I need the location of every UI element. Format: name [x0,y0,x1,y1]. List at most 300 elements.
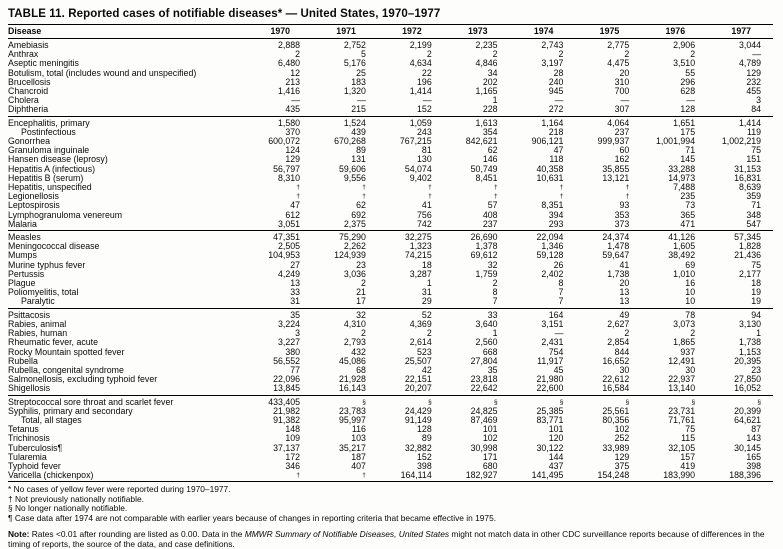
table-row [8,366,773,375]
note-text [8,529,771,549]
disease-name-cell: Hepatitis, unspecified [8,183,92,193]
disease-name-cell: Rubella [8,356,38,366]
note-before-italic: Rates <0.01 after rounding are listed as 0.00. Data in the [29,528,245,539]
value-cell: 75 [685,425,696,435]
value-cell: 21,982 [273,406,301,416]
value-cell: 408 [482,210,498,220]
note-italic-citation: MMWR Summary of Notifiable Diseases, United States [244,528,450,539]
value-cell: 23 [356,260,366,270]
value-cell: 1,346 [541,242,564,252]
value-cell: 172 [285,452,301,462]
value-cell: 30,145 [734,443,761,453]
footnote-symbol-cell: † [493,184,498,192]
value-cell: 42 [421,365,432,375]
value-cell: 1 [492,329,498,339]
value-cell: 22,094 [536,232,564,243]
value-cell: 999,937 [597,137,630,147]
value-cell: 25,507 [404,356,432,366]
footnote-symbol-cell: § [559,398,564,406]
value-cell: 4,475 [607,59,630,69]
value-cell: 692 [351,210,366,220]
value-cell: 8 [558,279,564,289]
footnote-symbol-cell: § [428,398,432,406]
table-row [8,471,773,482]
value-cell: 89 [421,434,432,444]
value-cell: 398 [746,461,761,471]
value-cell: 13 [619,288,630,298]
value-cell: 1,001,994 [655,137,696,147]
value-cell: 128 [417,425,432,435]
disease-name-cell: Salmonellosis, excluding typhoid fever [8,375,158,385]
value-cell: 1,414 [738,117,761,128]
footnote-line: † Not previously nationally notifiable. [8,493,144,504]
value-cell: 22,151 [404,375,432,385]
value-cell: 19 [751,288,761,298]
value-cell: 365 [680,210,696,220]
value-cell: 2,262 [343,242,366,252]
footnote-symbol-cell: † [296,472,301,480]
value-cell: 9,556 [343,173,366,183]
value-cell: 19 [751,297,761,307]
value-cell: 11,917 [537,356,564,366]
table-row [8,453,773,462]
value-cell: 20,395 [734,356,761,366]
value-cell: 75 [751,260,761,270]
value-cell: 154,248 [597,471,630,481]
value-cell: 129 [285,155,301,165]
value-cell: 74,215 [404,251,432,261]
value-cell: 471 [680,219,696,229]
value-cell: 56,552 [273,356,301,366]
value-cell: 7,488 [673,183,696,193]
value-cell: 59,128 [536,251,564,261]
value-cell: 2,775 [607,40,630,50]
value-cell: 25,385 [536,406,564,416]
table-row [8,384,773,395]
value-cell: 4,634 [409,59,432,69]
value-cell: 55 [685,68,696,78]
value-cell: 21 [356,288,366,298]
table-row [8,462,773,471]
disease-name-cell: Brucellosis [8,77,51,87]
value-cell: 182,927 [465,471,498,481]
value-cell: 668 [482,347,498,357]
value-cell: 89 [356,146,366,156]
value-cell: 346 [285,461,301,471]
disease-name-cell: Measles [8,232,41,243]
footnote-symbol-cell: † [625,193,630,201]
value-cell: 31,153 [734,164,761,174]
value-cell: 10,631 [536,173,564,183]
table-row [8,87,773,96]
value-cell: 40,358 [536,164,564,174]
value-cell: 2 [690,50,696,60]
value-cell: 116 [351,425,366,435]
value-cell: 151 [746,155,761,165]
value-cell: 165 [746,452,761,462]
value-cell: 756 [417,210,432,220]
value-cell: 119 [746,127,761,137]
note-label: Note: [8,528,30,539]
table-row [8,78,773,87]
column-header-year: 1977 [731,26,751,36]
footnote-symbol-cell: § [362,398,366,406]
value-cell: 906,121 [531,137,564,147]
table-row [8,434,773,443]
value-cell: 373 [614,219,630,229]
value-cell: 62 [356,201,366,211]
value-cell: 7 [558,288,564,298]
footnote-symbol-cell: † [559,193,564,201]
footnote-symbol-cell: † [362,184,366,192]
disease-name-cell: Paralytic [21,297,55,307]
value-cell: 2,743 [541,40,564,50]
value-cell: 93 [619,201,630,211]
value-cell: 2,614 [409,338,432,348]
table-row [8,231,773,243]
value-cell: 64,621 [734,415,761,425]
value-cell: 5,176 [343,59,366,69]
disease-name-cell: Mumps [8,251,37,261]
value-cell: 1,059 [409,117,432,128]
value-cell: 60 [619,146,630,156]
value-cell: 2 [624,50,630,60]
value-cell: 75 [751,146,761,156]
value-cell: 17 [356,297,366,307]
value-cell: 41,126 [668,232,696,243]
value-cell: 359 [746,192,761,202]
value-cell: 187 [351,452,366,462]
value-cell: 91,382 [273,415,301,425]
table-row [8,320,773,329]
value-cell: 104,953 [268,251,301,261]
value-cell: 2 [360,279,366,289]
value-cell: 2,177 [738,269,761,279]
note-after-italic: might not match data in other CDC surveillance reports because of differences in the timing of reports, the source of the data, and case definitions. [8,528,765,549]
table-row [8,251,773,260]
footnote-line: * No cases of yellow fever were reported during 1970–1977. [8,484,231,495]
value-cell: 252 [614,434,630,444]
value-cell: 439 [351,127,366,137]
value-cell: 2 [360,329,366,339]
table-row [8,59,773,68]
value-cell: 25,561 [602,406,630,416]
disease-name-cell: Syphilis, primary and secondary [8,406,133,416]
value-cell: 16,052 [734,384,761,394]
table-row [8,137,773,146]
disease-name-cell: Botulism, total (includes wound and unspecified) [8,68,197,78]
value-cell: 2 [558,50,564,60]
disease-name-cell: Murine typhus fever [8,260,86,270]
value-cell: 34 [487,68,498,78]
value-cell: 47 [553,146,564,156]
value-cell: 171 [482,452,498,462]
footnote-line: ¶ Case data after 1974 are not comparable with earlier years because of changes in reporting criteria that became effective in 1975. [8,512,497,523]
value-cell: 57 [487,201,498,211]
value-cell: — [554,96,564,106]
value-cell: 33,288 [668,164,696,174]
value-cell: 16 [685,279,696,289]
footnote-symbol-cell: § [493,398,498,406]
value-cell: 293 [548,219,564,229]
value-cell: 30 [619,365,630,375]
value-cell: 31 [421,288,432,298]
value-cell: 69 [685,260,696,270]
value-cell: 4,846 [475,59,498,69]
value-cell: 128 [680,105,696,115]
table-row [8,395,773,407]
value-cell: 1,010 [673,269,696,279]
value-cell: 243 [417,127,432,137]
value-cell: 310 [614,77,630,87]
value-cell: 102 [614,425,630,435]
value-cell: 9,402 [409,173,432,183]
table-row [8,39,773,51]
value-cell: 754 [548,347,564,357]
footnote-symbol-cell: † [362,193,366,201]
value-cell: 68 [356,365,366,375]
value-cell: 1,613 [475,117,498,128]
value-cell: 213 [285,77,301,87]
column-header-year: 1976 [665,26,686,36]
value-cell: 1,414 [409,87,432,97]
value-cell: — [357,96,366,106]
value-cell: 353 [614,210,630,220]
value-cell: 175 [680,127,696,137]
table-row [8,308,773,320]
value-cell: 148 [285,425,301,435]
disease-name-cell: Poliomyelitis, total [8,288,79,298]
value-cell: 742 [417,219,432,229]
value-cell: 18 [751,279,761,289]
value-cell: 767,215 [399,137,432,147]
value-cell: 14,973 [668,173,696,183]
value-cell: 16,831 [734,173,761,183]
value-cell: 2,199 [409,40,432,50]
value-cell: 35,217 [338,443,366,453]
value-cell: 124,939 [334,251,366,261]
value-cell: 37,137 [273,443,301,453]
value-cell: 1,759 [475,269,498,279]
value-cell: 1,605 [673,242,696,252]
disease-name-cell: Plague [8,279,36,289]
column-header-year: 1971 [336,26,356,36]
disease-name-cell: Rocky Mountain spotted fever [8,347,125,357]
table-row [8,338,773,347]
disease-name-cell: Postinfectious [21,127,76,137]
footnote-symbol-cell: † [296,184,301,192]
disease-name-cell: Granuloma inguinale [8,146,90,156]
table-row [8,416,773,425]
value-cell: 75,290 [338,232,366,243]
value-cell: 101 [548,425,564,435]
value-cell: 24,825 [470,406,498,416]
value-cell: 32 [356,309,366,320]
value-cell: 2,793 [343,338,366,348]
value-cell: 77 [290,365,301,375]
value-cell: 33,989 [602,443,630,453]
value-cell: 2,235 [475,40,498,50]
disease-name-cell: Aseptic meningitis [8,59,79,69]
value-cell: 188,396 [729,471,761,481]
footnote-symbol-cell: † [362,472,366,480]
value-cell: 35 [290,309,301,320]
value-cell: 1 [492,96,498,106]
value-cell: 124 [285,146,301,156]
disease-name-cell: Tetanus [8,425,39,435]
value-cell: 23,818 [470,375,498,385]
value-cell: 370 [285,127,301,137]
diseases-table [8,24,773,482]
value-cell: 1,378 [475,242,498,252]
value-cell: 13,845 [273,384,301,394]
value-cell: 612 [285,210,301,220]
value-cell: 8 [492,288,498,298]
value-cell: 23,783 [338,406,366,416]
value-cell: 164 [548,309,564,320]
value-cell: 7 [558,297,564,307]
value-cell: 196 [417,77,432,87]
value-cell: 22,937 [668,375,696,385]
value-cell: 1 [756,329,761,339]
value-cell: 8,351 [541,201,564,211]
table-row [8,348,773,357]
value-cell: 20,207 [404,384,432,394]
disease-name-cell: Tuberculosis¶ [8,443,63,453]
value-cell: 35 [487,365,498,375]
value-cell: 183 [351,77,366,87]
value-cell: 21,436 [734,251,761,261]
value-cell: 398 [417,461,432,471]
value-cell: 4,310 [343,319,366,329]
value-cell: 16,652 [602,356,630,366]
disease-name-cell: Tularemia [8,452,47,462]
value-cell: 435 [285,105,301,115]
value-cell: 202 [482,77,498,87]
value-cell: 1,738 [738,338,761,348]
value-cell: 80,356 [602,415,630,425]
value-cell: 228 [482,105,498,115]
value-cell: 109 [285,434,301,444]
value-cell: 22 [421,68,432,78]
disease-name-cell: Diphtheria [8,105,49,115]
table-row [8,192,773,201]
disease-name-cell: Hansen disease (leprosy) [8,155,108,165]
value-cell: 433,405 [268,396,301,407]
column-header-disease: Disease [8,26,42,36]
value-cell: 240 [548,77,564,87]
value-cell: 16,143 [338,384,366,394]
value-cell: 30 [685,365,696,375]
disease-name-cell: Legionellosis [8,192,59,202]
value-cell: 2 [492,279,498,289]
value-cell: 272 [548,105,564,115]
value-cell: 1,320 [343,87,366,97]
value-cell: 22,612 [602,375,630,385]
value-cell: 2,505 [278,242,301,252]
value-cell: 3 [295,329,301,339]
column-header-year: 1974 [533,26,554,36]
value-cell: 296 [680,77,696,87]
value-cell: 18 [421,260,432,270]
disease-name-cell: Streptococcal sore throat and scarlet fever [8,396,174,407]
column-header-year: 1970 [270,26,291,36]
disease-name-cell: Anthrax [8,50,39,60]
value-cell: 1,478 [607,242,630,252]
value-cell: 115 [681,434,696,444]
disease-name-cell: Hepatitis A (infectious) [8,164,96,174]
footnote-symbol-cell: § [757,398,761,406]
value-cell: 3,073 [673,319,696,329]
value-cell: 4,789 [738,59,761,69]
value-cell: 2 [426,50,432,60]
value-cell: 10 [685,297,696,307]
value-cell: 3,197 [541,59,564,69]
footnote-symbol-cell: † [559,184,564,192]
value-cell: 28 [553,68,564,78]
value-cell: 1,165 [475,87,498,97]
disease-name-cell: Total, all stages [21,415,82,425]
value-cell: 5 [360,50,366,60]
value-cell: 432 [351,347,366,357]
value-cell: 49 [619,309,630,320]
table-row [8,288,773,297]
value-cell: 47,351 [273,232,301,243]
value-cell: 101 [482,425,498,435]
disease-name-cell: Lymphogranuloma venereum [8,210,123,220]
value-cell: 700 [614,87,630,97]
footnote-symbol-cell: § [625,398,630,406]
value-cell: 1,828 [738,242,761,252]
value-cell: 2 [492,50,498,60]
disease-name-cell: Rubella, congenital syndrome [8,365,124,375]
disease-name-cell: Pertussis [8,269,45,279]
disease-name-cell: Rheumatic fever, acute [8,338,98,348]
value-cell: 24,429 [404,406,432,416]
table-row [8,220,773,231]
value-cell: 3,036 [343,269,366,279]
value-cell: 8,451 [475,173,498,183]
table-row [8,329,773,338]
value-cell: 22,642 [470,384,498,394]
footnote-symbol-cell: † [296,193,301,201]
value-cell: 23 [751,365,761,375]
value-cell: 69,612 [470,251,498,261]
value-cell: 8,310 [278,173,301,183]
footnotes [8,485,773,523]
value-cell: 13 [290,279,301,289]
value-cell: 4,064 [607,117,630,128]
value-cell: 38,492 [668,251,696,261]
value-cell: 3,287 [409,269,432,279]
value-cell: 394 [548,210,564,220]
value-cell: 3,130 [738,319,761,329]
value-cell: 842,621 [465,137,498,147]
table-row [8,375,773,384]
disease-name-cell: Rabies, animal [8,319,67,329]
value-cell: — [752,50,761,60]
table-row [8,128,773,137]
value-cell: 94 [751,309,761,320]
footnote-line: § No longer nationally notifiable. [8,503,128,514]
value-cell: 129 [614,452,630,462]
disease-name-cell: Typhoid fever [8,461,61,471]
value-cell: 1,738 [607,269,630,279]
value-cell: 24,374 [602,232,630,243]
value-cell: 32 [487,260,498,270]
value-cell: 600,072 [268,137,301,147]
value-cell: 4,249 [278,269,301,279]
